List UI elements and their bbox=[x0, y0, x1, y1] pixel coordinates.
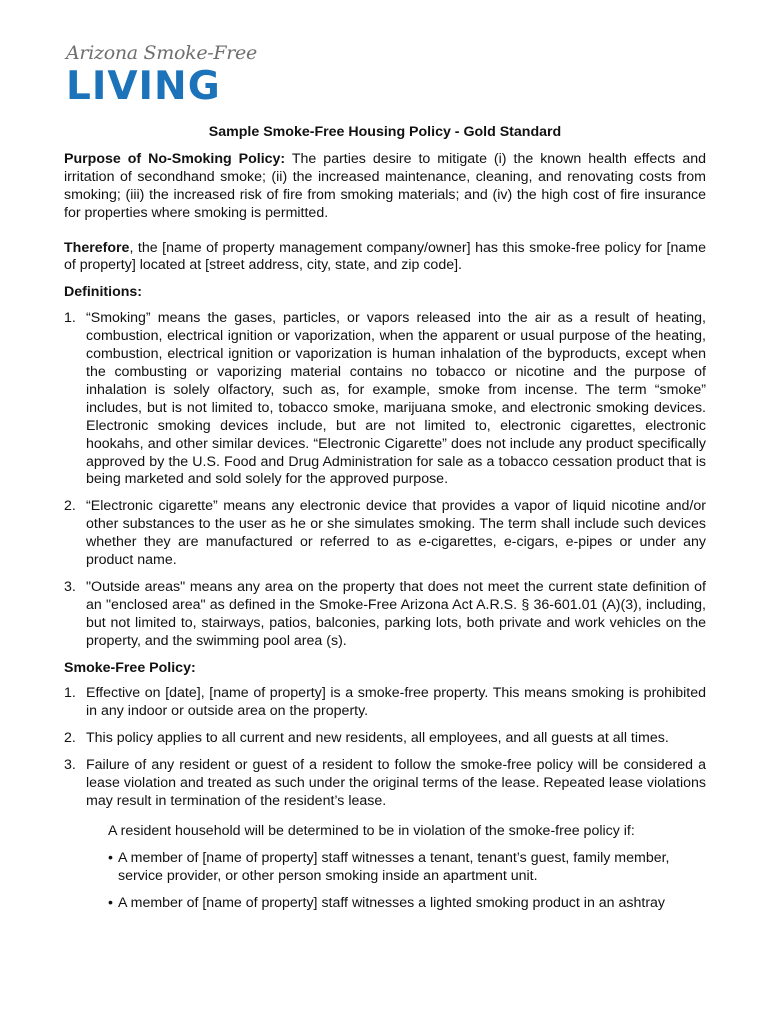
policy-heading: Smoke-Free Policy: bbox=[64, 659, 196, 676]
therefore-text: , the [name of property management company/owner] has this smoke-free policy for [name of property] located at [street address, city, state, and zip code]. bbox=[64, 239, 706, 274]
list-number: 2. bbox=[64, 498, 76, 515]
list-item-text: "Outside areas" means any area on the property that does not meet the current state definition of an "enclosed area" as defined in the Smoke-Free Arizona Act A.R.S. § 36-601.01 (A)(3), including, but not limited to, stairways, patios, balconies, parking lots, both private and work vehicles on the property, and the swimming pool area (s). bbox=[86, 578, 706, 649]
logo-living-text: LIVING bbox=[66, 64, 221, 109]
list-item-text: A member of [name of property] staff witnesses a lighted smoking product in an ashtray bbox=[118, 894, 666, 911]
purpose-text: The parties desire to mitigate (i) the known health effects and irritation of secondhand smoke; (ii) the increased maintenance, cleaning, and renovating costs from smoking; (iii) the increased risk of fire from smoking materials; and (iv) the high cost of fire insurance for properties where smoking is permitted. bbox=[64, 150, 707, 221]
list-item bbox=[64, 757, 706, 811]
bullet-icon: • bbox=[108, 894, 113, 911]
list-item bbox=[64, 498, 706, 570]
list-item bbox=[64, 579, 706, 651]
therefore-paragraph bbox=[64, 240, 706, 276]
list-item-text: This policy applies to all current and new residents, all employees, and all guests at all times. bbox=[86, 730, 669, 747]
policy-list bbox=[64, 685, 706, 810]
purpose-paragraph bbox=[64, 151, 706, 223]
list-item bbox=[64, 310, 706, 489]
document-title: Sample Smoke-Free Housing Policy - Gold Standard bbox=[208, 124, 562, 140]
list-number: 3. bbox=[64, 578, 76, 595]
list-number: 2. bbox=[64, 730, 76, 747]
list-item-text: Effective on [date], [name of property] is a smoke-free property. This means smoking is prohibited in any indoor or outside area on the property. bbox=[86, 685, 706, 720]
list-number: 1. bbox=[64, 310, 76, 327]
list-item bbox=[64, 685, 706, 721]
list-item-text: “Smoking” means the gases, particles, or vapors released into the air as a result of heating, combustion, electrical ignition or vaporization, when the apparent or usual purpose of the heating, combustion, electrical ignition or vaporization is human inhalation of the byproducts, except when the combusting or vaporizing material contains no tobacco or nicotine and the purpose of inhalation is solely olfactory, such as, for example, smoke from incense. The term “smoke” includes, but is not limited to, tobacco smoke, marijuana smoke, and electronic smoking devices. Electronic smoking devices include, but are not limited to, electronic cigarettes, electronic hookahs, and other similar devices. “Electronic Cigarette” does not include any product specifically approved by the U.S. Food and Drug Administration for sale as a tobacco cessation product that is being marketed and sold solely for the approved purpose. bbox=[86, 310, 706, 488]
violation-intro: A resident household will be determined to be in violation of the smoke-free policy if: bbox=[108, 822, 635, 839]
document-body bbox=[64, 124, 706, 922]
logo-script-text: Arizona Smoke-Free bbox=[66, 42, 257, 64]
purpose-label: Purpose of No-Smoking Policy: bbox=[64, 150, 286, 167]
therefore-label: Therefore bbox=[64, 239, 130, 256]
list-item bbox=[64, 730, 706, 748]
definitions-list bbox=[64, 310, 706, 650]
list-item bbox=[108, 895, 706, 913]
definitions-heading: Definitions: bbox=[64, 284, 143, 301]
list-item-text: Failure of any resident or guest of a resident to follow the smoke-free policy will be considered a lease violation and treated as such under the original terms of the lease. Repeated lease violations may result in termination of the resident’s lease. bbox=[86, 757, 706, 809]
bullet-icon: • bbox=[108, 849, 113, 866]
list-item-text: A member of [name of property] staff witnesses a tenant, tenant’s guest, family member, service provider, or other person smoking inside an apartment unit. bbox=[118, 849, 670, 884]
list-number: 3. bbox=[64, 757, 76, 774]
list-item bbox=[108, 850, 706, 886]
list-number: 1. bbox=[64, 685, 76, 702]
arizona-smoke-free-living-logo bbox=[66, 42, 257, 110]
violation-list bbox=[108, 850, 706, 913]
list-item-text: “Electronic cigarette” means any electronic device that provides a vapor of liquid nicotine and/or other substances to the user as he or she simulates smoking. The term shall include such devices whether they are manufactured or referred to as e-cigarettes, e-cigars, e-pipes or under any product name. bbox=[86, 498, 706, 569]
violation-section bbox=[108, 823, 706, 913]
